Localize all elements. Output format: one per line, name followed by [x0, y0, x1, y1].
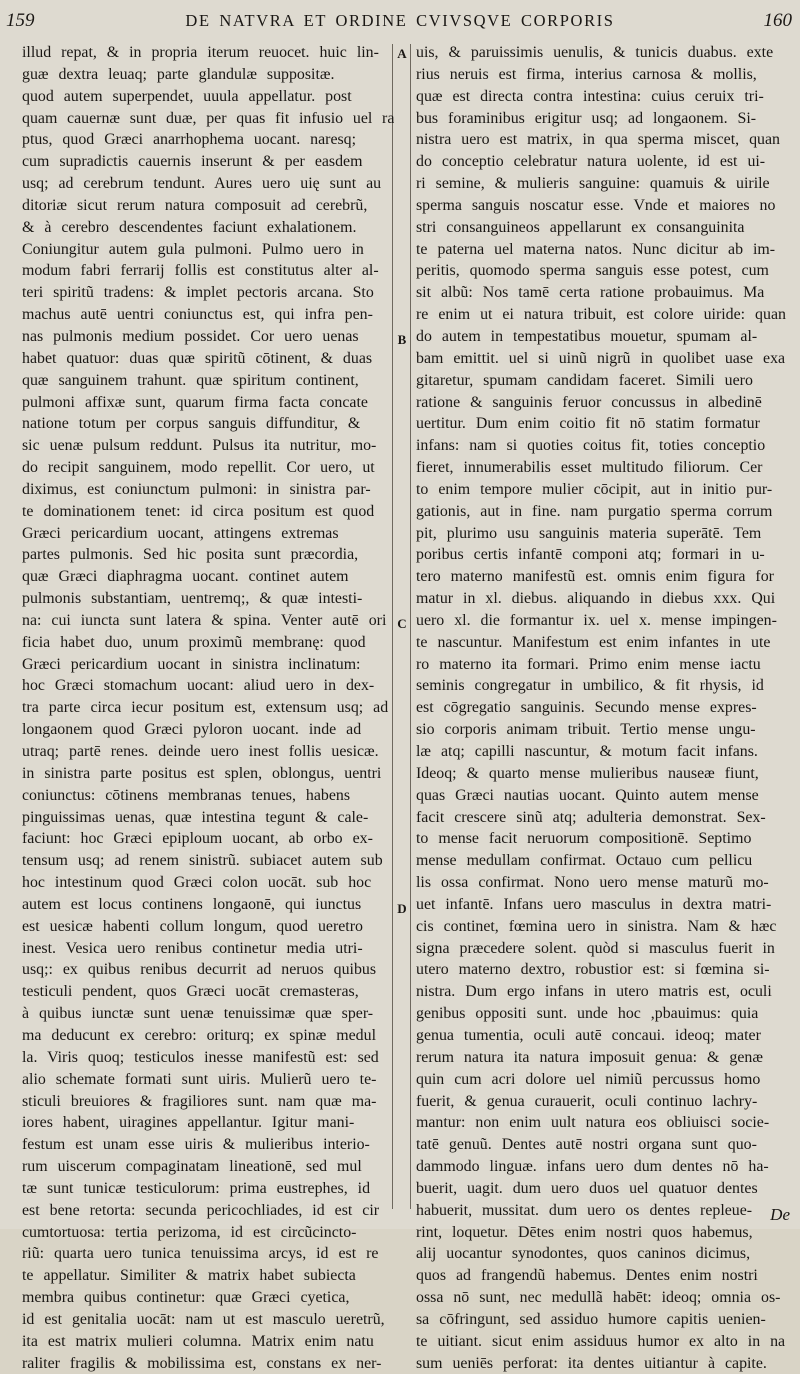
- text-line: to enim tempore mulier cōcipit, aut in initio pur-: [416, 480, 773, 498]
- text-line: mense medullam confirmat. Octauo cum pellicu: [416, 852, 753, 870]
- text-line: natione totum per corpus sanguis diffunditur, &: [22, 415, 361, 433]
- text-line: sum ueniēs perforat: ita dentes uitiantur à capite.: [416, 1354, 767, 1372]
- text-line: ma deducunt ex cerebro: oriturq; ex spinæ medul: [22, 1026, 376, 1044]
- text-line: ficia habet duo, unum proximũ membranę: quod: [22, 633, 366, 651]
- text-line: peritis, quomodo sperma sanguis esse potest, cum: [416, 262, 769, 280]
- text-line: teri spiritũ tradens: & implet pectoris arcana. Sto: [22, 284, 374, 302]
- text-line: genibus oppositi sunt. unde hoc ,pbauimus: quia: [416, 1005, 759, 1023]
- text-line: riũ: quarta uero tunica tenuissima arcys, id est re: [22, 1245, 379, 1263]
- text-line: ossa nō sunt, nec medullã habēt: ideoq; omnia os-: [416, 1289, 781, 1307]
- text-line: te nascuntur. Manifestum est enim infantes in ute: [416, 633, 771, 651]
- margin-marker-a: A: [397, 46, 407, 61]
- text-line: infans: nam si quoties coitus fit, toties conceptio: [416, 437, 766, 455]
- text-line: diximus, est coniunctum pulmoni: in sinistra par-: [22, 480, 371, 498]
- text-line: uet infantē. Infans uero masculus in dextra matri-: [416, 895, 772, 913]
- text-line: quæ Græci diaphragma uocant. continet autem: [22, 568, 349, 586]
- text-line: do conceptio celebratur natura uolente, id est ui-: [416, 153, 766, 171]
- text-line: uertitur. Dum enim coitio fit nō statim formatur: [416, 415, 760, 433]
- right-page-number: 160: [763, 10, 792, 31]
- text-line: tensum usq; ad renem sinistrũ. subiacet autem sub: [22, 852, 383, 870]
- text-line: in sinistra parte positus est splen, oblongus, uentri: [22, 764, 382, 782]
- text-line: machus autē uentri coniunctus est, qui infra pen-: [22, 306, 373, 324]
- right-text-column: [416, 42, 798, 1374]
- text-line: usq;: ex quibus renibus decurrit ad neruos quibus: [22, 961, 377, 979]
- text-line: ptus, quod Græci anarrhophema uocant. naresq;: [22, 131, 357, 149]
- text-line: partes pulmonis. Sed hic posita sunt præcordia,: [22, 546, 359, 564]
- margin-marker-b: B: [397, 332, 407, 347]
- text-line: quin cum acri dolore uel nimiũ percussus homo: [416, 1070, 761, 1088]
- margin-marker-c: C: [397, 616, 407, 631]
- text-line: festum est unam esse uiris & mulieribus interio-: [22, 1136, 370, 1154]
- text-line: utero materno dextro, robustior est: si fœmina si-: [416, 961, 770, 979]
- text-line: usq; ad cerebrum tendunt. Aures uero uię sunt au: [22, 175, 382, 193]
- text-line: ita est matrix mulieri columna. Matrix enim natu: [22, 1332, 374, 1350]
- text-line: id est genitalia uocāt: nam ut est masculo ueretrũ,: [22, 1310, 385, 1328]
- text-line: modum fabri ferrarij follis est constitutus alter al-: [22, 262, 379, 280]
- text-line: lis ossa confirmat. Nono uero mense maturũ mo-: [416, 874, 769, 892]
- text-line: cis continet, fœmina uero in sinistra. Nam & hæc: [416, 917, 777, 935]
- text-line: sit albũ: Nos tamē certa ratione probauimus. Ma: [416, 284, 765, 302]
- left-text-column: [22, 42, 394, 1374]
- text-line: buerit, uagit. dum uero duos uel quatuor dentes: [416, 1179, 758, 1197]
- text-line: tra parte circa iecur positum est, extensum usq; ad: [22, 699, 389, 717]
- text-line: gitaretur, spumam candidam faceret. Simili uero: [416, 371, 753, 389]
- text-line: stri consanguineos appellarunt ex consanguinita: [416, 218, 745, 236]
- text-line: quas Græci nautias uocant. Quinto autem mense: [416, 786, 759, 804]
- text-line: uero xl. die formantur ix. uel x. mense impingen-: [416, 611, 777, 629]
- text-line: do recipit sanguinem, modo repellit. Cor uero, ut: [22, 459, 375, 477]
- text-line: gationis, aut in fine. nam purgatio sperma corrum: [416, 502, 773, 520]
- text-line: habuerit, mussitat. dum uero os dentes repleue-: [416, 1201, 753, 1219]
- text-line: nistra uero est matrix, in qua sperma miscet, quan: [416, 131, 780, 149]
- text-line: uis, & paruissimis uenulis, & tunicis duabus. exte: [416, 44, 774, 61]
- text-line: mantur: non enim uult natura eos obliuisci socie-: [416, 1114, 770, 1132]
- text-line: sa cōfringunt, sed assiduo humore capitis uenien-: [416, 1310, 766, 1328]
- text-line: quos ad frangendũ habemus. Dentes enim nostri: [416, 1267, 758, 1285]
- text-line: rerum natura ita natura imposuit genua: & genæ: [416, 1048, 763, 1066]
- text-line: quam cauernæ sunt duæ, per quas fit infusio uel ra: [22, 109, 394, 127]
- text-line: facit crescere sinũ atq; adulteria demonstrat. Sex-: [416, 808, 766, 826]
- text-line: fuerit, & genua curauerit, oculi continuo lachry-: [416, 1092, 758, 1110]
- text-line: na: cui iuncta sunt latera & spina. Venter autē ori: [22, 611, 387, 629]
- text-line: à quibus iunctæ sunt uenæ tenuissimæ quæ sper-: [22, 1005, 374, 1023]
- text-line: pulmonis substantiam, uentremq;, & quæ intesti-: [22, 590, 363, 608]
- text-line: la. Viris quoq; testiculos inesse manifestũ est: sed: [22, 1048, 379, 1066]
- text-line: te dominationem tenet: id circa positum est quod: [22, 502, 375, 520]
- text-line: raliter fragilis & mobilissima est, constans ex ner-: [22, 1354, 382, 1372]
- catchword: De: [770, 1205, 790, 1224]
- text-line: bam emittit. uel si uinũ nigrũ in quolibet uase exa: [416, 349, 786, 367]
- text-line: habet quatuor: duas quæ spiritũ cōtinent, & duas: [22, 349, 373, 367]
- text-line: nas pulmonis medium possidet. Cor uero uenas: [22, 327, 359, 345]
- text-line: alio schemate formati sunt uiris. Mulierũ uero te-: [22, 1070, 377, 1088]
- text-line: cumtortuosa: tertia perizoma, id est circũcincto-: [22, 1223, 357, 1241]
- text-line: autem est locus continens longaonē, qui iunctus: [22, 895, 362, 913]
- text-line: pinguissimas uenas, quæ intestina tegunt & cale-: [22, 808, 369, 826]
- page-header: [0, 0, 800, 40]
- text-line: illud repat, & in propria iterum reuocet. huic lin-: [22, 44, 379, 61]
- text-line: Ideoq; & quarto mense mulieribus nauseæ fiunt,: [416, 764, 759, 782]
- margin-marker-d: D: [397, 901, 407, 916]
- text-line: quæ est directa contra intestina: cuius ceruix tri-: [416, 87, 764, 105]
- text-line: pit, plurimo usu sanguinis materia superātē. Tem: [416, 524, 762, 542]
- text-line: est bene retorta: secunda pericochliades, id est cir: [22, 1201, 380, 1219]
- text-line: rum uiscerum compaginatam lineationē, sed mul: [22, 1158, 362, 1176]
- text-line: tatē genuũ. Dentes autē nostri organa sunt quo-: [416, 1136, 757, 1154]
- text-line: poribus certis infantē componi atq; formari in u-: [416, 546, 765, 564]
- text-line: Græci pericardium uocant in sinistra inclinatum:: [22, 655, 361, 673]
- text-line: te paterna uel materna natos. Nunc dicitur ab im-: [416, 240, 776, 258]
- text-line: faciunt: hoc Græci epiploum uocant, ab orbo ex-: [22, 830, 373, 848]
- text-line: tæ sunt tunicæ testiculorum: prima eustrephes, id: [22, 1179, 371, 1197]
- text-line: tero materno manifestũ est. omnis enim figura for: [416, 568, 774, 586]
- text-line: testiculi pendent, quos Græci uocāt cremasteras,: [22, 983, 359, 1001]
- text-line: membra quibus continetur: quæ Græci cyetica,: [22, 1289, 350, 1307]
- column-divider-right: [410, 44, 411, 1209]
- text-line: rint, loquetur. Dētes enim nostri quos habemus,: [416, 1223, 753, 1241]
- text-line: Græci pericardium uocant, attingens extremas: [22, 524, 339, 542]
- text-line: re enim ut ei natura tribuit, est colore uiride: quan: [416, 306, 786, 324]
- running-title: DE NATVRA ET ORDINE CVIVSQVE CORPORIS: [185, 11, 615, 30]
- text-line: dammodo linguæ. infans uero dum dentes nō ha-: [416, 1158, 769, 1176]
- text-line: iores habent, uiragines appellantur. Igitur mani-: [22, 1114, 355, 1132]
- text-line: nistra. Dum ergo infans in utero matris est, oculi: [416, 983, 772, 1001]
- text-line: signa præcedere solent. quòd si masculus fuerit in: [416, 939, 775, 957]
- text-line: cum supradictis cauernis inserunt & per easdem: [22, 153, 363, 171]
- text-line: sio corporis animam tribuit. Tertio mense ungu-: [416, 721, 756, 739]
- text-line: matur in xl. diebus. aliquando in diebus xxx. Qui: [416, 590, 776, 608]
- text-line: hoc Græci stomachum uocant: aliud uero in dex-: [22, 677, 375, 695]
- text-line: ratione & sanguinis feruor concussus in albedinē: [416, 393, 762, 411]
- text-line: fieret, innumerabilis esset multitudo filiorum. Cer: [416, 459, 763, 477]
- text-line: inest. Vesica uero renibus continetur media utri-: [22, 939, 363, 957]
- left-page-number: 159: [6, 10, 35, 31]
- text-line: quod autem superpendet, uuula appellatur. post: [22, 87, 352, 105]
- text-line: hoc intestinum quod Græci colon uocāt. sub hoc: [22, 874, 372, 892]
- text-line: ro materno ita formari. Primo enim mense iactu: [416, 655, 761, 673]
- text-line: guæ dextra leuaq; parte glandulæ suppositæ.: [22, 65, 335, 83]
- text-line: ditoriæ sicut rerum natura composuit ad cerebrũ,: [22, 196, 368, 214]
- text-line: est cōgregatio sanguinis. Secundo mense expres-: [416, 699, 757, 717]
- text-line: Coniungitur autem gula pulmoni. Pulmo uero in: [22, 240, 364, 258]
- text-line: sperma sanguis noscatur esse. Vnde et maiores no: [416, 196, 776, 214]
- text-line: sic uenæ pulsum reddunt. Pulsus ita nutritur, mo-: [22, 437, 377, 455]
- text-line: alij uocantur synodontes, quos caninos dicimus,: [416, 1245, 751, 1263]
- text-line: do autem in tempestatibus mouetur, spumam al-: [416, 327, 758, 345]
- text-line: te appellatur. Similiter & matrix habet subiecta: [22, 1267, 356, 1285]
- text-line: coniunctus: cōtinens membranas tenues, habens: [22, 786, 351, 804]
- text-line: te uitiant. sicut enim assiduus humor ex alto in na: [416, 1332, 786, 1350]
- text-line: longaonem quod Græci pyloron uocant. inde ad: [22, 721, 362, 739]
- text-line: to mense facit neruorum compositionē. Septimo: [416, 830, 752, 848]
- text-line: bus foraminibus erigitur usq; ad longaonem. Si-: [416, 109, 757, 127]
- text-line: utraq; partē renes. deinde uero inest follis uesicæ.: [22, 743, 379, 760]
- text-line: & à cerebro descendentes faciunt exhalationem.: [22, 218, 357, 236]
- text-line: rius neruis est firma, interius carnosa & mollis,: [416, 65, 757, 83]
- text-line: seminis congregatur in umbilico, & fit rhysis, id: [416, 677, 764, 695]
- text-line: pulmoni affixæ sunt, quarum firma facta concate: [22, 393, 368, 411]
- text-line: quæ sanguinem trahunt. quæ spiritum continent,: [22, 371, 359, 389]
- text-line: sticuli breuiores & fragiliores sunt. nam quæ ma-: [22, 1092, 377, 1110]
- text-line: læ atq; capilli nascuntur, & motum facit infans.: [416, 743, 758, 760]
- text-line: est uesicæ habenti collum longum, quod ueretro: [22, 917, 363, 935]
- text-line: genua tumentia, oculi autē concaui. ideoq; mater: [416, 1026, 761, 1044]
- text-line: ri semine, & mulieris sanguine: quamuis & uirile: [416, 175, 770, 193]
